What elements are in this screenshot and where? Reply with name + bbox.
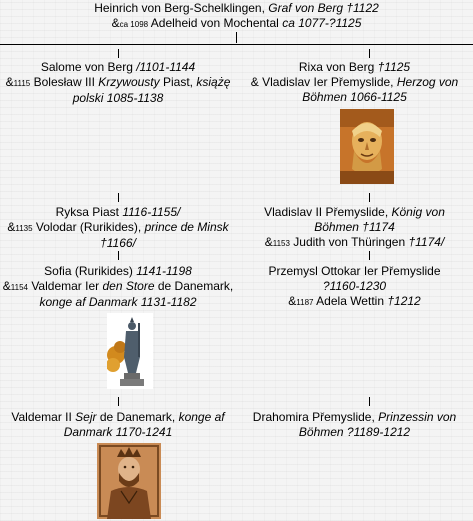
right-gen1-spouse-title-1: Herzog von bbox=[396, 75, 459, 89]
left-connector-3 bbox=[118, 251, 119, 260]
root-title: Graf von Berg †1122 bbox=[268, 1, 379, 15]
left-gen4-title-1: konge af bbox=[178, 410, 225, 424]
left-gen2-spouse-prefix: & bbox=[7, 220, 16, 234]
left-gen1-spouse-title-2: polski 1085-1138 bbox=[72, 91, 164, 105]
right-gen1-person bbox=[236, 60, 473, 105]
right-gen1-spouse-name: Vladislav Ier Přemyslide, bbox=[262, 75, 394, 89]
left-gen3-spouse-line2 bbox=[0, 295, 236, 310]
left-gen3-name-line bbox=[0, 264, 236, 279]
right-gen4-person bbox=[236, 410, 473, 440]
right-connector-1 bbox=[369, 49, 370, 58]
left-gen1-name: Salome von Berg bbox=[40, 60, 133, 74]
right-connector-2 bbox=[369, 193, 370, 202]
right-gen3-name-line2 bbox=[236, 279, 473, 294]
right-gen1-spouse-line2 bbox=[236, 90, 473, 105]
left-connector-4 bbox=[118, 397, 119, 406]
left-gen3-spouse-prefix: & bbox=[2, 279, 11, 293]
right-gen2-spouse-prefix: & bbox=[264, 235, 273, 249]
left-connector-1 bbox=[118, 49, 119, 58]
left-gen4-epithet: Sejr bbox=[75, 410, 97, 424]
left-gen1-spouse-name: Bolesław III bbox=[33, 75, 95, 89]
left-connector-2 bbox=[118, 193, 119, 202]
root-spouse-dates: ca 1077-?1125 bbox=[282, 16, 362, 30]
root-spouse-year: ca 1098 bbox=[119, 20, 149, 29]
left-gen2-spouse-title: prince de Minsk bbox=[144, 220, 229, 234]
right-gen4-title-2: Böhmen ?1189-1212 bbox=[298, 425, 411, 439]
right-gen1-name: Rixa von Berg bbox=[298, 60, 375, 74]
left-gen4-name-line2 bbox=[0, 425, 236, 440]
right-gen3-spouse-death: †1212 bbox=[387, 294, 421, 308]
left-gen3-spouse-line bbox=[0, 279, 236, 295]
right-gen2-title-2: Böhmen †1174 bbox=[314, 220, 395, 234]
right-gen3-spouse-line bbox=[236, 294, 473, 310]
left-gen3-spouse-rest: de Danemark, bbox=[157, 279, 234, 293]
right-gen1-name-line bbox=[236, 60, 473, 75]
left-gen2-name: Ryksa Piast bbox=[55, 205, 119, 219]
left-gen1-person bbox=[0, 60, 236, 106]
root-name-line bbox=[0, 1, 473, 16]
right-gen3-spouse-year: 1187 bbox=[296, 298, 314, 307]
right-connector-3 bbox=[369, 251, 370, 260]
right-gen2-spouse-year: 1153 bbox=[272, 239, 290, 248]
right-gen1-spouse-line bbox=[236, 75, 473, 90]
left-gen4-name: Valdemar II bbox=[11, 410, 72, 424]
right-gen4-name-line bbox=[236, 410, 473, 425]
left-gen1-spouse-house: Piast, bbox=[163, 75, 194, 89]
right-gen3-spouse-name: Adela Wettin bbox=[316, 294, 384, 308]
right-gen3-person bbox=[236, 264, 473, 310]
right-gen2-person bbox=[236, 205, 473, 251]
right-gen2-spouse-line bbox=[236, 235, 473, 251]
left-gen4-person bbox=[0, 410, 236, 440]
left-gen1-spouse-epithet: Krzywousty bbox=[98, 75, 160, 89]
root-connector bbox=[236, 32, 237, 43]
left-gen4-title-2: Danmark 1170-1241 bbox=[63, 425, 173, 439]
root-name: Heinrich von Berg-Schelklingen, bbox=[94, 1, 265, 15]
right-gen2-name-line bbox=[236, 205, 473, 220]
right-gen1-spouse-title-2: Böhmen 1066-1125 bbox=[302, 90, 407, 104]
right-gen2-title-1: König von bbox=[391, 205, 445, 219]
right-gen4-name: Drahomira Přemyslide, bbox=[252, 410, 375, 424]
left-gen1-spouse-line2 bbox=[0, 91, 236, 106]
left-gen1-dates: /1101-1144 bbox=[136, 60, 196, 74]
right-gen3-spouse-prefix: & bbox=[288, 294, 297, 308]
left-gen2-spouse-name: Volodar (Rurikides), bbox=[35, 220, 142, 234]
right-gen2-name-line2 bbox=[236, 220, 473, 235]
left-gen2-spouse-line bbox=[0, 220, 236, 236]
right-gen3-name: Przemysl Ottokar Ier Přemyslide bbox=[268, 264, 441, 278]
left-gen2-dates: 1116-1155/ bbox=[122, 205, 181, 219]
left-gen3-dates: 1141-1198 bbox=[136, 264, 192, 278]
left-gen2-spouse-year: 1135 bbox=[15, 224, 33, 233]
portrait-valdemar-ii-image bbox=[97, 443, 161, 519]
left-gen2-person bbox=[0, 205, 236, 251]
root-spouse-line bbox=[0, 16, 473, 32]
left-gen2-spouse-line2 bbox=[0, 236, 236, 251]
left-gen1-spouse-year: 1115 bbox=[13, 79, 31, 88]
right-gen2-name: Vladislav II Přemyslide, bbox=[264, 205, 389, 219]
left-gen1-spouse-line bbox=[0, 75, 236, 91]
right-gen3-dates: ?1160-1230 bbox=[322, 279, 387, 293]
left-gen1-name-line bbox=[0, 60, 236, 75]
left-gen4-rest: de Danemark, bbox=[99, 410, 176, 424]
left-gen3-spouse-name: Valdemar Ier bbox=[31, 279, 100, 293]
right-gen1-death: †1125 bbox=[377, 60, 411, 74]
left-gen1-spouse-prefix: & bbox=[5, 75, 14, 89]
right-gen1-spouse-prefix: & bbox=[250, 75, 259, 89]
sibling-bar bbox=[0, 44, 473, 45]
right-gen4-name-line2 bbox=[236, 425, 473, 440]
left-gen4-name-line bbox=[0, 410, 236, 425]
right-gen3-name-line bbox=[236, 264, 473, 279]
portrait-vladislav-i-image bbox=[340, 109, 394, 184]
statue-valdemar-i-image bbox=[107, 313, 153, 389]
left-gen2-name-line bbox=[0, 205, 236, 220]
left-gen2-spouse-death: †1166/ bbox=[100, 236, 136, 250]
right-connector-4 bbox=[369, 397, 370, 406]
right-gen4-title: Prinzessin von bbox=[378, 410, 457, 424]
right-gen2-spouse-name: Judith von Thüringen bbox=[293, 235, 406, 249]
left-gen3-spouse-year: 1154 bbox=[10, 283, 28, 292]
left-gen3-name: Sofia (Rurikides) bbox=[44, 264, 133, 278]
right-gen2-spouse-death: †1174/ bbox=[408, 235, 445, 249]
root-spouse-prefix: & bbox=[111, 16, 120, 30]
root-spouse-name: Adelheid von Mochental bbox=[150, 16, 279, 30]
left-gen3-spouse-title: konge af Danmark 1131-1182 bbox=[39, 295, 197, 309]
left-gen1-spouse-title-1: książę bbox=[196, 75, 231, 89]
root-person bbox=[0, 1, 473, 32]
left-gen3-spouse-epithet: den Store bbox=[102, 279, 155, 293]
left-gen3-person bbox=[0, 264, 236, 310]
